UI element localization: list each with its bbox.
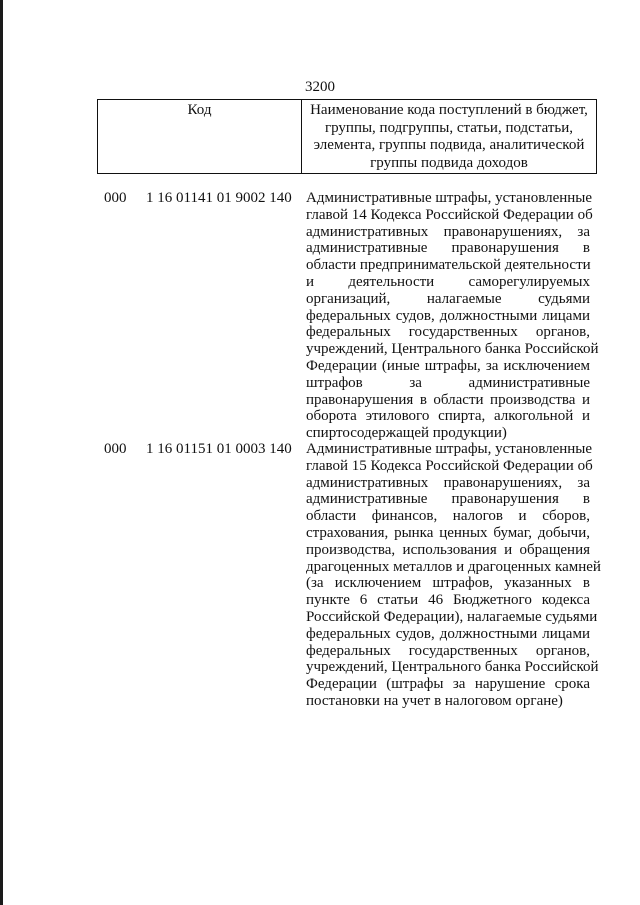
page-number: 3200 [305,79,335,95]
code-description [306,441,601,710]
header-code-cell: Код [98,100,302,173]
description-line: правонарушения в области производства и [306,391,590,408]
header-name-cell: Наименование кода поступлений в бюджет, группы, подгруппы, статьи, подстатьи, элемента, группы подвида, аналитической группы подвида доходов [310,102,588,171]
description-line: административные правонарушения в [306,240,590,257]
description-line: Российской Федерации), налагаемые судьями [306,608,598,625]
description-line: и деятельности саморегулируемых [306,273,590,290]
budget-code: 1 16 01151 01 0003 140 [146,441,292,457]
description-line: административные правонарушения в [306,491,590,508]
description-line: Административные штрафы, установленные [306,190,593,206]
description-line: постановки на учет в налоговом органе) [306,692,563,709]
description-line: федеральных государственных органов, [306,642,590,659]
admin-code: 000 [104,190,127,206]
description-line: спиртосодержащей продукции) [306,425,507,442]
description-line: организаций, налагаемые судьями [306,290,590,307]
description-line: Административные штрафы, установленные [306,441,593,457]
budget-code: 1 16 01141 01 9002 140 [146,190,292,206]
description-line: страхования, рынка ценных бумаг, добычи, [306,524,590,541]
description-line: федеральных судов, должностными лицами [306,307,590,324]
description-line: драгоценных металлов и драгоценных камней [306,558,601,575]
description-line: административных правонарушениях, за [306,474,590,491]
description-line: оборота этилового спирта, алкогольной и [306,408,590,425]
description-line: Федерации (иные штрафы, за исключением [306,357,590,374]
table-header [97,99,597,174]
description-line: федеральных судов, должностными лицами [306,625,590,642]
code-description [306,190,599,442]
description-line: (за исключением штрафов, указанных в [306,575,590,592]
description-line: главой 14 Кодекса Российской Федерации об [306,206,593,223]
description-line: области предпринимательской деятельности [306,257,591,274]
description-line: Федерации (штрафы за нарушение срока [306,676,590,693]
description-line: производства, использования и обращения [306,541,590,558]
description-line: главой 15 Кодекса Российской Федерации об [306,457,593,474]
description-line: штрафов за административные [306,374,590,391]
description-line: пункте 6 статьи 46 Бюджетного кодекса [306,592,590,609]
description-line: области финансов, налогов и сборов, [306,508,590,525]
description-line: административных правонарушениях, за [306,223,590,240]
description-line: учреждений, Центрального банка Российской [306,341,599,358]
description-line: федеральных государственных органов, [306,324,590,341]
admin-code: 000 [104,441,127,457]
page-edge-border [0,0,3,905]
description-line: учреждений, Центрального банка Российской [306,659,599,676]
